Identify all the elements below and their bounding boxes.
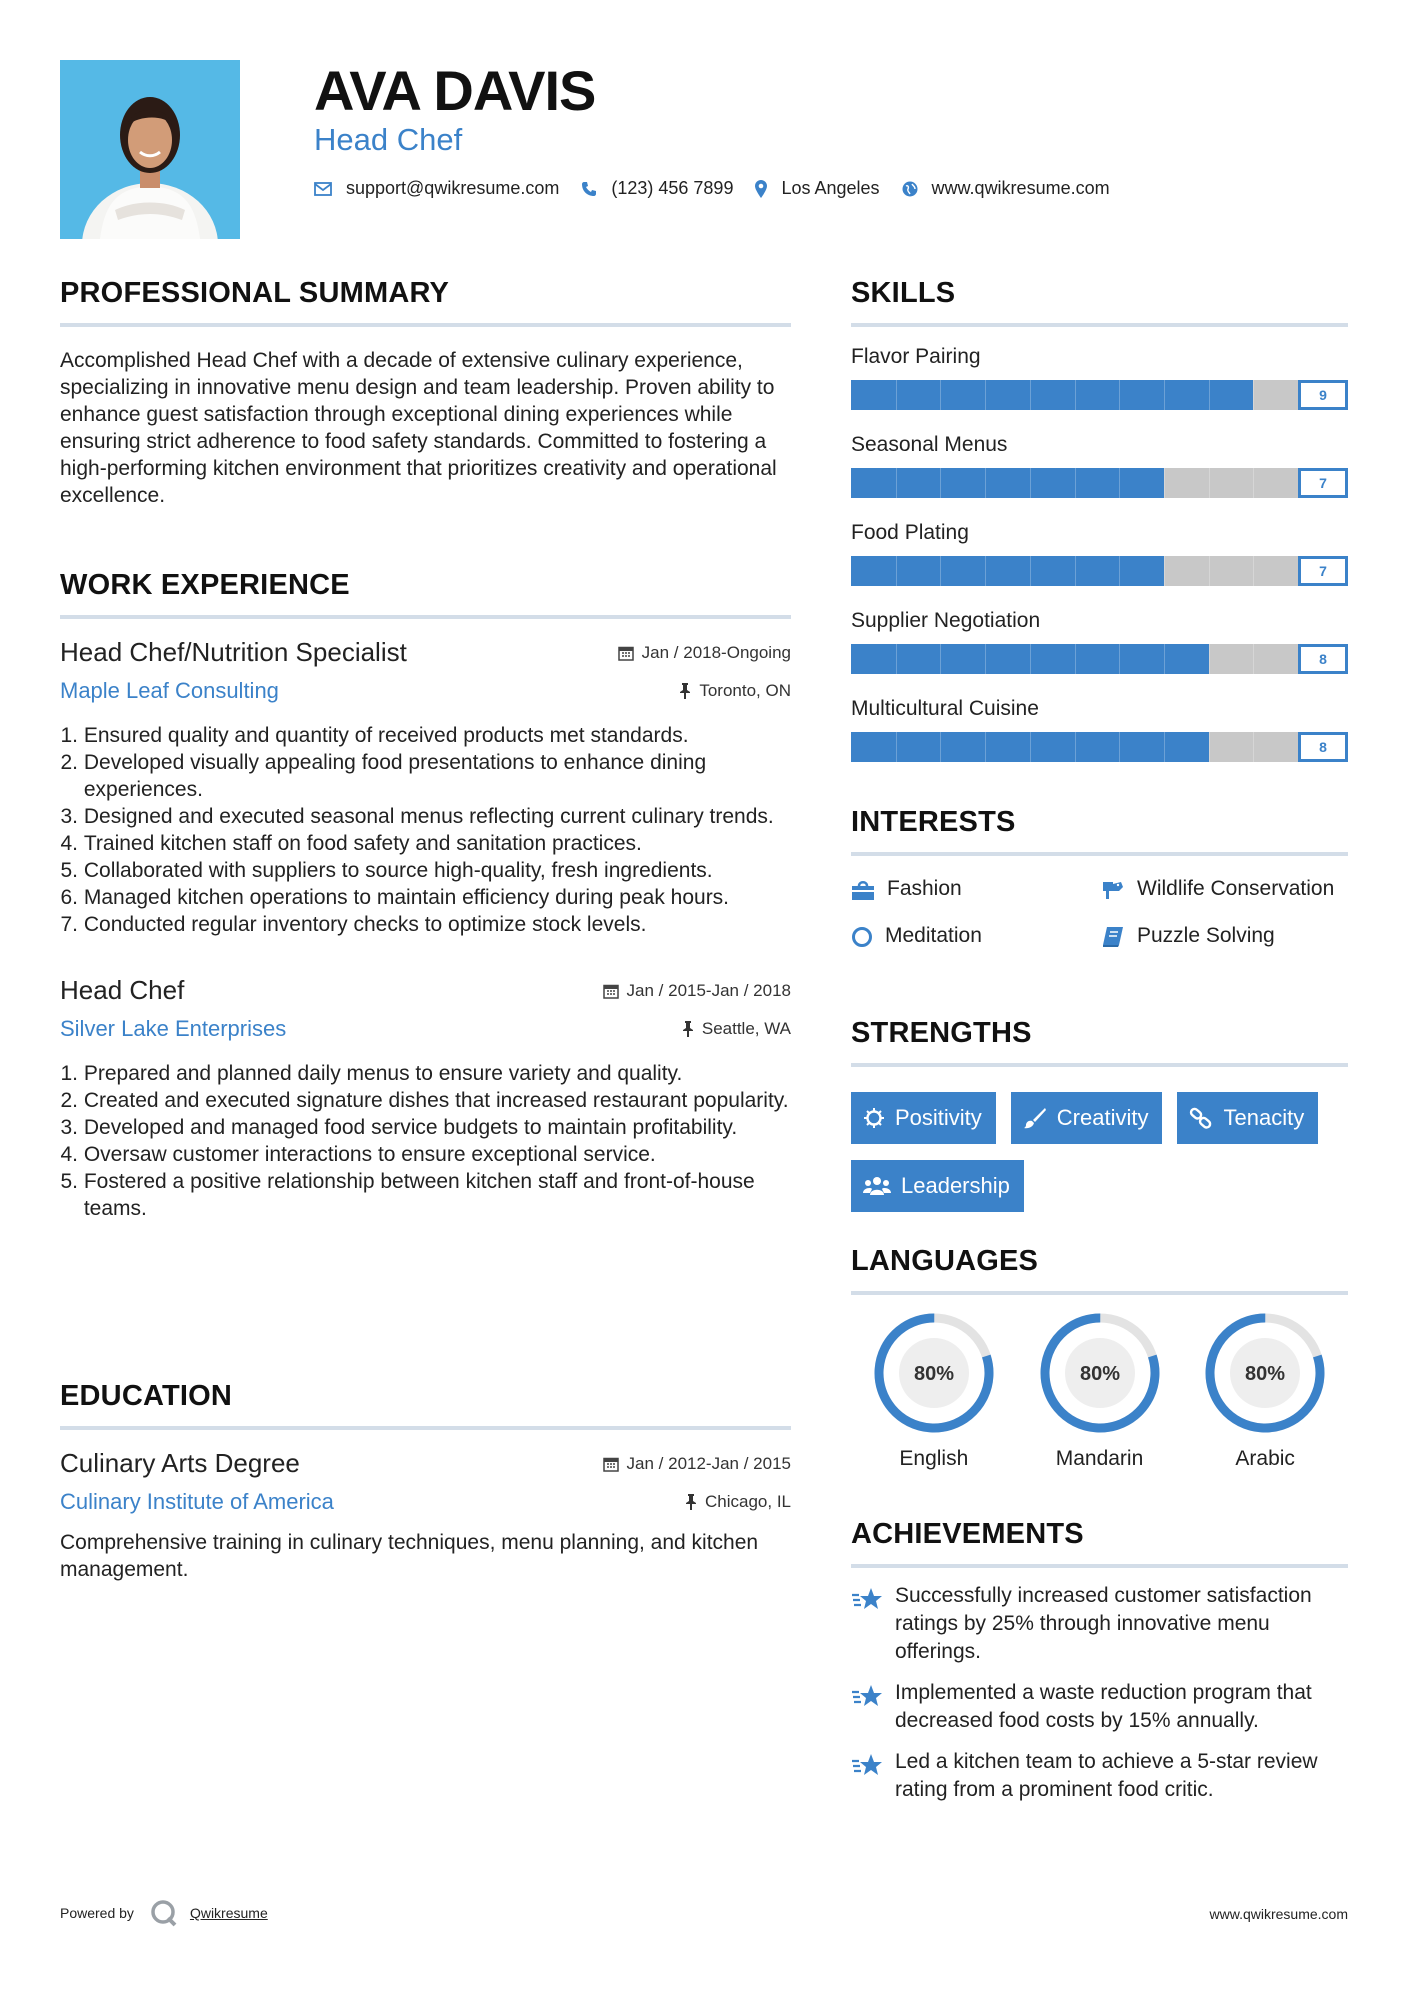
list-item: 2. Created and executed signature dishes that increased restaurant popularity. (60, 1089, 789, 1112)
contact-bar (314, 178, 1132, 199)
list-item: 3. Designed and executed seasonal menus reflecting current culinary trends. (60, 805, 774, 828)
footer-powered-by (60, 1898, 268, 1928)
book-icon (1101, 926, 1125, 948)
education-location (685, 1492, 791, 1512)
skill-score: 8 (1298, 732, 1348, 762)
section-divider (60, 1426, 791, 1430)
language-item (851, 1311, 1017, 1471)
person-portrait-icon (60, 60, 240, 239)
list-item: 1. Ensured quality and quantity of received products met standards. (60, 724, 689, 747)
skill-bar (851, 732, 1348, 762)
achievement-item: Led a kitchen team to achieve a 5-star review rating from a prominent food critic. (851, 1748, 1348, 1804)
skill-item (851, 697, 1348, 762)
section-divider (851, 323, 1348, 327)
interest-item: Fashion (851, 874, 1101, 903)
calendar-icon (603, 983, 619, 999)
strength-chip: Leadership (851, 1160, 1024, 1212)
section-divider (851, 852, 1348, 856)
section-title: PROFESSIONAL SUMMARY (60, 277, 450, 309)
achievement-item: Implemented a waste reduction program that decreased food costs by 15% annually. (851, 1679, 1348, 1735)
calendar-icon (618, 645, 634, 661)
list-item: 2. Developed visually appealing food presentations to enhance dining experiences. (60, 751, 707, 801)
language-ring (872, 1311, 996, 1435)
job-title: Head Chef (60, 975, 185, 1005)
section-divider (60, 323, 791, 327)
job-location-text: Seattle, WA (701, 1019, 791, 1038)
list-item: 5. Collaborated with suppliers to source high-quality, fresh ingredients. (60, 859, 713, 882)
shopping-bag-icon (851, 879, 875, 901)
pushpin-icon (685, 1494, 697, 1510)
list-item: 6. Managed kitchen operations to maintain efficiency during peak hours. (60, 886, 730, 909)
paintbrush-icon (1023, 1107, 1047, 1129)
interest-item: Puzzle Solving (1101, 921, 1348, 950)
language-name: Arabic (1235, 1447, 1295, 1470)
contact-website[interactable] (902, 178, 1110, 199)
location-text: Los Angeles (781, 178, 880, 198)
section-title: SKILLS (851, 277, 956, 309)
skill-name: Supplier Negotiation (851, 609, 1041, 632)
envelope-icon (314, 182, 332, 196)
job-bullets (60, 722, 791, 938)
section-title: WORK EXPERIENCE (60, 569, 350, 601)
strength-chip: Tenacity (1177, 1092, 1318, 1144)
candidate-name: AVA DAVIS (314, 59, 596, 122)
list-item: 5. Fostered a positive relationship between kitchen staff and front-of-house teams. (60, 1170, 755, 1220)
skill-bar-fill (851, 556, 1164, 586)
skill-item (851, 433, 1348, 498)
calendar-icon (603, 1456, 619, 1472)
candidate-title: Head Chef (314, 122, 463, 157)
section-title: LANGUAGES (851, 1245, 1039, 1277)
shooting-star-icon (851, 1752, 883, 1778)
section-title: INTERESTS (851, 806, 1016, 838)
section-title: ACHIEVEMENTS (851, 1518, 1084, 1550)
languages-section (851, 1245, 1348, 1471)
degree-title: Culinary Arts Degree (60, 1448, 300, 1478)
skill-name: Food Plating (851, 521, 969, 544)
skill-bar-fill (851, 468, 1164, 498)
link-icon (1189, 1107, 1213, 1129)
experience-section (60, 569, 791, 1222)
job-location-text: Toronto, ON (699, 681, 791, 700)
job-entry (60, 637, 791, 938)
shooting-star-icon (851, 1586, 883, 1612)
language-percent: 80% (1079, 1363, 1120, 1385)
skill-bar (851, 380, 1348, 410)
language-ring (1203, 1311, 1327, 1435)
language-name: English (899, 1447, 969, 1470)
section-title: STRENGTHS (851, 1017, 1032, 1049)
language-item (1182, 1311, 1348, 1471)
list-item: 1. Prepared and planned daily menus to ensure variety and quality. (60, 1062, 683, 1085)
summary-section (60, 277, 791, 509)
job-location (682, 1019, 791, 1039)
job-company: Silver Lake Enterprises (60, 1016, 287, 1041)
job-title: Head Chef/Nutrition Specialist (60, 637, 407, 667)
job-company: Maple Leaf Consulting (60, 678, 279, 703)
skill-item (851, 345, 1348, 410)
list-item: 3. Developed and managed food service budgets to maintain profitability. (60, 1116, 738, 1139)
skill-bar-fill (851, 380, 1253, 410)
wildlife-icon (1101, 879, 1125, 901)
phone-text: (123) 456 7899 (611, 178, 734, 198)
strength-chip: Positivity (851, 1092, 996, 1144)
education-location-text: Chicago, IL (705, 1492, 791, 1511)
education-date (603, 1454, 791, 1474)
section-divider (60, 615, 791, 619)
interest-item: Meditation (851, 921, 1101, 950)
education-date-text: Jan / 2012-Jan / 2015 (626, 1454, 791, 1473)
skills-list (851, 345, 1348, 762)
section-divider (851, 1063, 1348, 1067)
email-text: support@qwikresume.com (346, 178, 560, 198)
language-percent: 80% (913, 1363, 954, 1385)
qwikresume-logo-icon (148, 1898, 180, 1928)
skill-name: Flavor Pairing (851, 345, 981, 368)
skill-item (851, 521, 1348, 586)
pushpin-icon (682, 1021, 694, 1037)
job-bullets (60, 1060, 791, 1222)
language-name: Mandarin (1055, 1447, 1144, 1470)
language-item (1017, 1311, 1183, 1471)
profile-photo (60, 60, 240, 239)
strengths-section (851, 1017, 1348, 1228)
list-item: 4. Trained kitchen staff on food safety and sanitation practices. (60, 832, 642, 855)
contact-location (755, 178, 879, 199)
education-description: Comprehensive training in culinary techniques, menu planning, and kitchen management. (60, 1531, 759, 1581)
skill-bar (851, 468, 1348, 498)
section-divider (851, 1291, 1348, 1295)
skill-name: Multicultural Cuisine (851, 697, 1039, 720)
skill-score: 9 (1298, 380, 1348, 410)
contact-email[interactable] (314, 178, 559, 199)
section-divider (851, 1564, 1348, 1568)
job-location (679, 681, 791, 701)
education-section (60, 1380, 791, 1583)
job-date (603, 981, 791, 1001)
school-name: Culinary Institute of America (60, 1489, 334, 1514)
website-text: www.qwikresume.com (931, 178, 1110, 198)
job-entry (60, 975, 791, 1222)
language-ring (1038, 1311, 1162, 1435)
users-icon (863, 1175, 891, 1197)
summary-text: Accomplished Head Chef with a decade of extensive culinary experience, specializing in innovative menu design and team leadership. Proven ability to enhance guest satisfaction through exceptional dining experiences while ensuring strict adherence to food safety standards. Committed to fostering a high-performing kitchen environment that prioritizes creativity and operational excellence. (60, 349, 777, 507)
brand-link[interactable]: Qwikresume (189, 1905, 268, 1921)
achievements-section (851, 1518, 1348, 1804)
sun-icon (863, 1107, 885, 1129)
map-marker-icon (755, 180, 767, 198)
skill-score: 8 (1298, 644, 1348, 674)
strength-chip: Creativity (1011, 1092, 1163, 1144)
phone-icon (581, 181, 597, 197)
skill-score: 7 (1298, 468, 1348, 498)
job-date-text: Jan / 2015-Jan / 2018 (626, 981, 791, 1000)
footer-website[interactable]: www.qwikresume.com (1209, 1906, 1348, 1922)
job-date-text: Jan / 2018-Ongoing (641, 643, 791, 662)
circle-icon (851, 926, 873, 948)
skills-section (851, 277, 1348, 762)
section-title: EDUCATION (60, 1380, 233, 1412)
skill-name: Seasonal Menus (851, 433, 1008, 456)
contact-phone[interactable] (581, 178, 733, 199)
achievement-item: Successfully increased customer satisfaction ratings by 25% through innovative menu offerings. (851, 1582, 1348, 1666)
education-entry (60, 1448, 791, 1583)
powered-by-text: Powered by (60, 1905, 134, 1921)
languages-list (851, 1311, 1348, 1471)
skill-item (851, 609, 1348, 674)
interests-section (851, 806, 1348, 950)
job-date (618, 643, 791, 663)
language-percent: 80% (1245, 1363, 1286, 1385)
skill-score: 7 (1298, 556, 1348, 586)
list-item: 7. Conducted regular inventory checks to optimize stock levels. (60, 913, 647, 936)
globe-icon (902, 181, 918, 197)
list-item: 4. Oversaw customer interactions to ensure exceptional service. (60, 1143, 656, 1166)
skill-bar (851, 556, 1348, 586)
skill-bar (851, 644, 1348, 674)
interest-item: Wildlife Conservation (1101, 874, 1348, 903)
shooting-star-icon (851, 1683, 883, 1709)
pushpin-icon (679, 683, 691, 699)
